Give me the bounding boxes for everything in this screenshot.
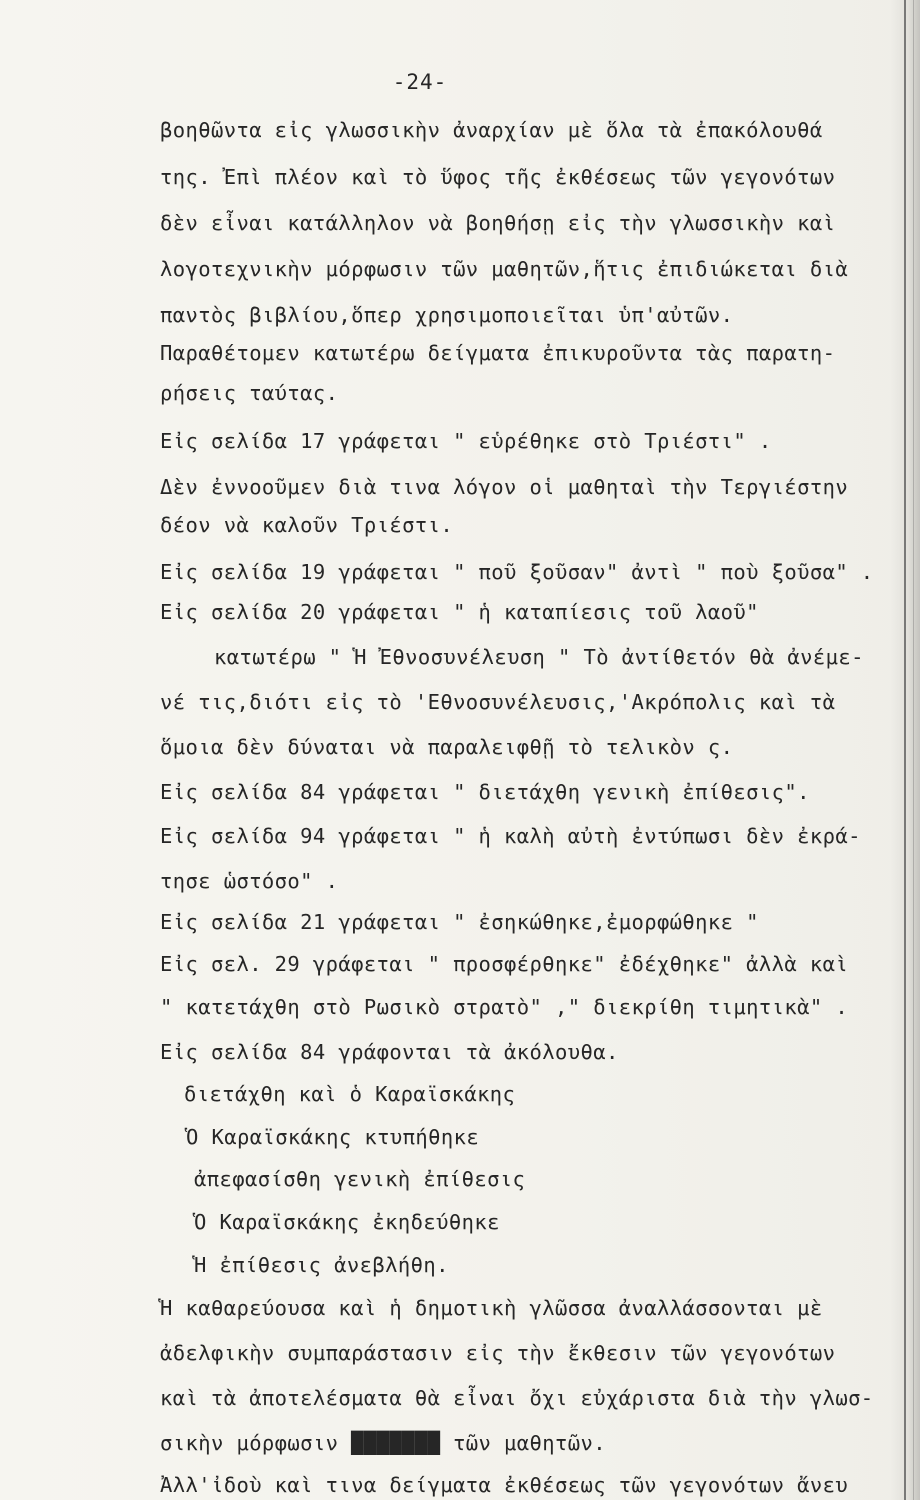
- text-line: Ἡ καθαρεύουσα καὶ ἡ δημοτικὴ γλῶσσα ἀναλλάσσονται μὲ: [160, 1296, 823, 1320]
- text-line: δὲν εἶναι κατάλληλον νὰ βοηθήσῃ εἰς τὴν γλωσσικὴν καὶ: [160, 211, 836, 235]
- text-line: Δὲν ἐννοοῦμεν διὰ τινα λόγον οἱ μαθηταὶ τὴν Τεργιέστην: [160, 475, 849, 499]
- text-line: Εἰς σελίδα 84 γράφονται τὰ ἀκόλουθα.: [160, 1040, 619, 1064]
- text-line: βοηθῶντα εἰς γλωσσικὴν ἀναρχίαν μὲ ὅλα τὰ ἐπακόλουθά: [160, 118, 823, 142]
- text-line: Ἀλλ'ἰδοὺ καὶ τινα δείγματα ἐκθέσεως τῶν γεγονότων ἄνευ: [160, 1473, 849, 1497]
- page-edge-line-outer: [913, 0, 914, 1500]
- text-line: Εἰς σελ. 29 γράφεται " προσφέρθηκε" ἐδέχθηκε" ἀλλὰ καὶ: [160, 952, 849, 976]
- text-line: Εἰς σελίδα 17 γράφεται " εὑρέθηκε στὸ Τριέστι" .: [160, 429, 772, 453]
- text-line: ρήσεις ταύτας.: [160, 381, 339, 405]
- page-edge-line: [904, 0, 906, 1500]
- text-line: ἀδελφικὴν συμπαράστασιν εἰς τὴν ἔκθεσιν τῶν γεγονότων: [160, 1341, 836, 1365]
- text-line: παντὸς βιβλίου,ὅπερ χρησιμοποιεῖται ὑπ'αὐτῶν.: [160, 303, 734, 327]
- text-line-indented: Ἡ ἐπίθεσις ἀνεβλήθη.: [194, 1253, 449, 1277]
- text-line: Παραθέτομεν κατωτέρω δείγματα ἐπικυροῦντα τὰς παρατη-: [160, 341, 836, 365]
- text-line: Εἰς σελίδα 94 γράφεται " ἡ καλὴ αὐτὴ ἐντύπωσι δὲν ἐκρά-: [160, 824, 861, 848]
- text-line-indented: Ὁ Καραϊσκάκης ἐκηδεύθηκε: [194, 1210, 500, 1234]
- text-line: Εἰς σελίδα 20 γράφεται " ἡ καταπίεσις τοῦ λαοῦ": [160, 600, 759, 624]
- text-line: ὅμοια δὲν δύναται νὰ παραλειφθῇ τὸ τελικὸν ς.: [160, 735, 734, 759]
- text-line: κατωτέρω " Ἡ Ἐθνοσυνέλευση " Τὸ ἀντίθετόν θὰ ἀνέμε-: [214, 645, 864, 669]
- text-line: καὶ τὰ ἀποτελέσματα θὰ εἶναι ὄχι εὐχάριστα διὰ τὴν γλωσ-: [160, 1386, 874, 1410]
- text-line-indented: Ὁ Καραϊσκάκης κτυπήθηκε: [186, 1125, 480, 1149]
- text-line: τησε ὡστόσο" .: [160, 869, 339, 893]
- page-number: -24-: [392, 70, 448, 94]
- text-line: σικὴν μόρφωσιν ███████ τῶν μαθητῶν.: [160, 1431, 606, 1455]
- text-line: λογοτεχνικὴν μόρφωσιν τῶν μαθητῶν,ἥτις ἐπιδιώκεται διὰ: [160, 257, 849, 281]
- text-line: της. Ἐπὶ πλέον καὶ τὸ ὕφος τῆς ἐκθέσεως τῶν γεγονότων: [160, 165, 836, 189]
- text-line: Εἰς σελίδα 21 γράφεται " ἐσηκώθηκε,ἐμορφώθηκε ": [160, 910, 759, 934]
- text-line-indented: διετάχθη καὶ ὁ Καραϊσκάκης: [184, 1082, 516, 1106]
- text-line: Εἰς σελίδα 84 γράφεται " διετάχθη γενικὴ ἐπίθεσις".: [160, 780, 810, 804]
- text-line: νέ τις,διότι εἰς τὸ 'Εθνοσυνέλευσις,'Ακρόπολις καὶ τὰ: [160, 690, 836, 714]
- text-line: " κατετάχθη στὸ Ρωσικὸ στρατὸ" ," διεκρίθη τιμητικὰ" .: [160, 995, 849, 1019]
- text-line: Εἰς σελίδα 19 γράφεται " ποῦ ξοῦσαν" ἀντὶ " ποὺ ξοῦσα" .: [160, 560, 874, 584]
- text-line-indented: ἀπεφασίσθη γενικὴ ἐπίθεσις: [194, 1167, 526, 1191]
- text-line: δέον νὰ καλοῦν Τριέστι.: [160, 513, 454, 537]
